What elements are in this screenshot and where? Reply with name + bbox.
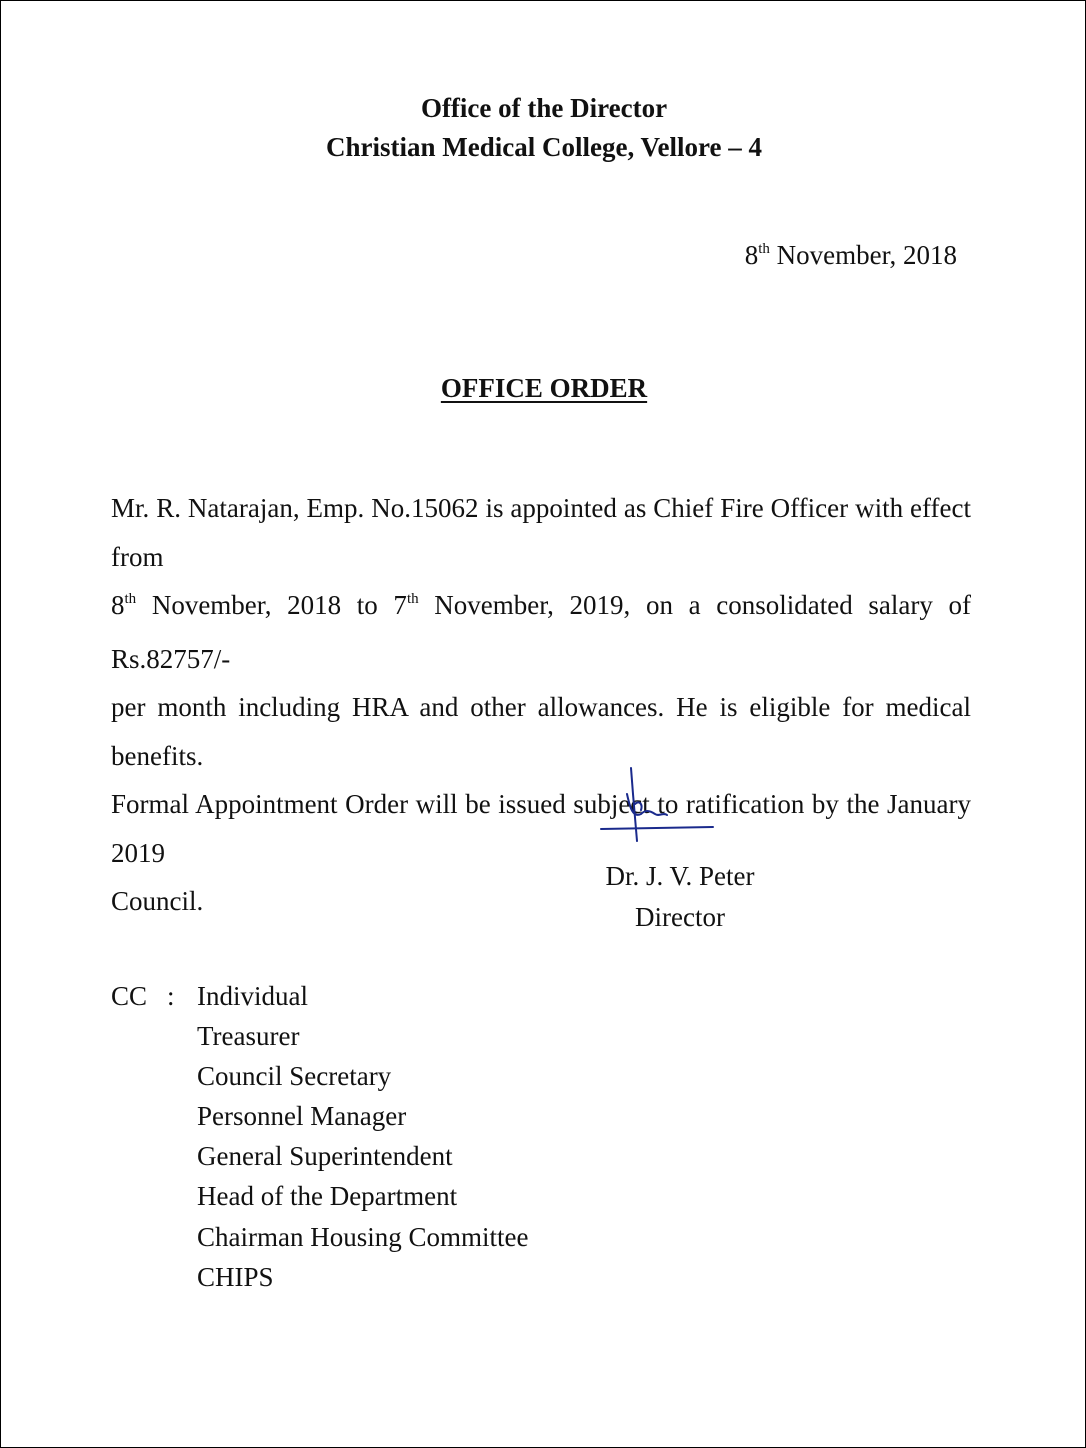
- signatory-name: Dr. J. V. Peter: [605, 861, 755, 891]
- order-body-line-2-sup-a: th: [124, 591, 137, 607]
- cc-recipient-list: [197, 976, 528, 1297]
- order-body-line-1: Mr. R. Natarajan, Emp. No.15062 is appointed as Chief Fire Officer with effect from: [111, 493, 971, 572]
- document-title-text: OFFICE ORDER: [440, 373, 648, 403]
- cc-recipient: Chairman Housing Committee: [197, 1221, 529, 1252]
- letterhead-office: Office of the Director: [420, 93, 668, 123]
- date-month-year: November, 2018: [769, 240, 957, 270]
- signatory-designation: Director: [635, 902, 725, 932]
- order-body-line-2: [111, 581, 971, 683]
- letterhead-institution: Christian Medical College, Vellore – 4: [326, 132, 762, 162]
- cc-label: CC: [111, 981, 148, 1011]
- cc-recipient: Personnel Manager: [197, 1101, 407, 1132]
- handwritten-signature: [597, 764, 717, 844]
- cc-recipient: Individual: [197, 981, 308, 1011]
- order-body-line-2-sup-b: th: [406, 591, 419, 607]
- order-body-line-5: Council.: [111, 886, 204, 916]
- cc-separator: :: [167, 981, 175, 1011]
- document-title: [1, 370, 1086, 406]
- cc-recipient: General Superintendent: [197, 1141, 453, 1172]
- cc-recipient: Head of the Department: [197, 1181, 458, 1212]
- date-day: 8: [744, 240, 759, 270]
- cc-recipient: Council Secretary: [197, 1061, 392, 1092]
- cc-recipient: CHIPS: [197, 1261, 274, 1292]
- document-date: [745, 237, 957, 278]
- order-body-line-3: per month including HRA and other allowances. He is eligible for medical benefits.: [111, 692, 971, 771]
- order-body: [111, 484, 971, 926]
- order-body-line-2-part-c: November, 2019, on a consolidated salary of Rs.82757/-: [111, 590, 971, 674]
- letterhead: [1, 89, 1086, 167]
- order-body-line-2-part-a: 8: [111, 590, 125, 620]
- date-day-suffix: th: [758, 241, 770, 257]
- cc-recipient: Treasurer: [197, 1021, 300, 1052]
- order-body-line-2-part-b: November, 2018 to 7: [136, 590, 407, 620]
- order-body-line-4: Formal Appointment Order will be issued subject to ratification by the January 2019: [111, 789, 971, 868]
- signatory-block: [591, 856, 769, 938]
